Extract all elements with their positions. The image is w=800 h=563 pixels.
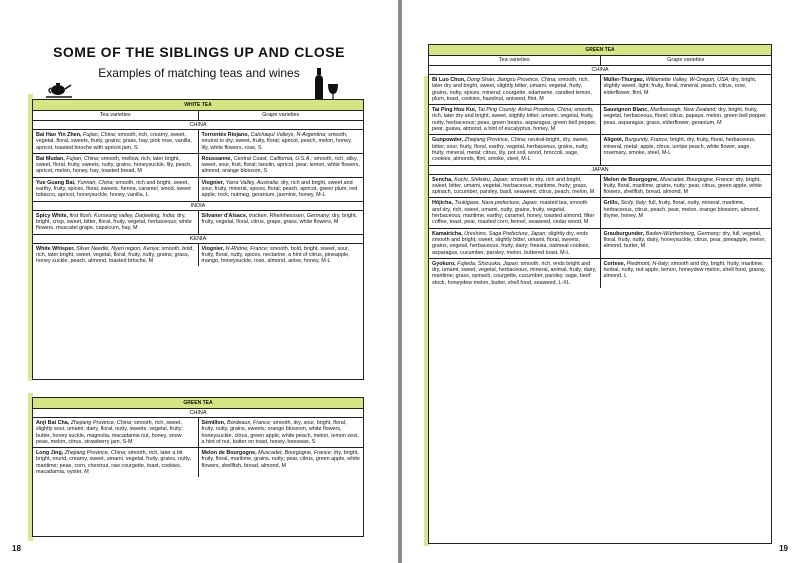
tea-cell [429,229,600,258]
wine-cell [600,75,772,104]
tea-location: Fujieda, Shizuoka, Japan; [457,260,520,267]
tea-description: roasted tea, smooth and dry, rich, sweet, umami, nutty, grains, fruity, vegetal, herbaceous, maritime, earthy; caramel, honey, toasted almond, filter coffee, toast, pear, roasted corn, fennel, seaweed, cedar wood, M [432,200,595,226]
wine-cell [198,448,364,477]
region-label: INDIA [33,202,363,211]
tea-cell [429,135,600,164]
region-label: JAPAN [429,166,771,175]
wine-name: Viognier, [201,245,225,252]
region-label: KENIA [33,235,363,244]
table-row [33,178,363,202]
tea-name: White Whisper, [36,245,75,252]
wine-name: Sémillon, [201,420,226,426]
wine-name: Viognier, [201,179,225,186]
wine-cell [198,211,364,234]
page-title: SOME OF THE SIBLINGS UP AND CLOSE [53,44,345,60]
column-headers [33,111,363,121]
wine-cell [600,135,772,164]
tea-name: Spicy White, [36,212,69,219]
tea-description: smooth, rich, later dry and bright, sweet, slightly bitter, umami, vegetal, fruity, grains, nutty, spices, mineral; courgette, edamame, candied lemon, plum, toast, cookies, hazelnut, aniseed, flint, M [432,77,592,102]
tea-cell [429,259,600,288]
tea-location: Fujian, China; [66,155,100,162]
wine-name: Roussanne, [201,155,233,162]
wine-description: dry, bright, fruity, floral, maritime, grains, nutty; pear, citrus, green apple, white flowers, shellfish, bread, almond, M [603,176,762,196]
tea-description: smooth, rich, ends bright and dry, umami, sweet, vegetal, herbaceous, mineral, animal, fruity, dairy, maritime; grass, spinach, courgette, cucumber, parsley, sage, beef stock, honeydew melon, butter, shell food, seaweed, L-XL [432,260,597,286]
right-page [402,0,800,563]
table-row [429,135,771,165]
column-header: Grape varieties [600,56,772,65]
table-header: WHITE TEA [33,100,363,111]
wine-description: dry, bright, fruity, floral, maritime, grains, nutty; pear, citrus, green apple, white flowers, shellfish, bread, almond, M [201,450,360,469]
tea-description: smooth, rich and bright, sweet, earthy, fruity, spices, floral, sweets, henna, caramel, wood, sweet tobacco, apricot, honeysuckle, honey, vanilla, L [36,179,191,199]
table-row [33,211,363,235]
wine-location: Calchaquí Valleys, N-Argentina; [250,132,327,138]
wine-cell [198,130,364,153]
tea-name: Gunpowder, [432,137,464,144]
tea-location: Zhejiang Province, China; [464,137,527,144]
wine-cell [198,178,364,201]
wine-location: Burgundy, France; [624,137,669,144]
tea-location: Kochi, Shikoku, Japan; [454,176,510,183]
tea-description: smooth, rich, creamy, sweet, vegetal, floral, sweets, fruity, grains; grass, hay, pink rose, vanilla, apricot, toasted brioche with apricot jam, S [36,132,192,151]
table-header: GREEN TEA [429,45,771,56]
table-row [429,198,771,228]
wine-location: trocken, Rheinhesssen, Germany; [248,212,331,219]
tea-cell [33,154,198,177]
wine-cell [198,418,364,447]
tea-name: Long Jing, [36,450,64,457]
tea-location: Tsukigase, Nara prefecture, Japan; [454,200,539,207]
wine-name: Melon de Bourgogne, [603,176,659,183]
table-row [429,105,771,135]
column-header: Grape varieties [198,111,364,120]
wine-description: smooth and dry, bright, fruity, maritime, herbal, nutty, red apple, lemon, honeydew melon, shell food, grassy, almond, L [603,260,766,280]
wine-name: Cortese, [603,260,626,267]
tea-location: Dong Shan, Jiangsu Province, China; [467,77,557,83]
tea-cell [33,418,198,447]
table-row [429,259,771,288]
tea-location: Ureshino, Saga Prefecture, Japan; [464,230,547,237]
table-row [33,130,363,154]
page-number-right: 19 [779,544,788,553]
table-row [33,418,363,448]
wine-cell [600,105,772,134]
tea-name: Tai Ping Hou Kui, [432,107,477,114]
wine-description: bright, dry, fruity, floral, herbaceous, mineral, metal; apple, citrus, unripe peach, white flower, sage, rosemary, smoke, steel, M-L [603,137,756,156]
table-row [429,75,771,105]
column-headers [429,56,771,66]
table-row [429,229,771,259]
wine-name: Grauburgunder, [603,230,645,237]
wine-location: Yarra Valley, Australia; [225,179,280,186]
wine-description: dry, rich and bright, sweet and sour, fruity, mineral, spices, floral; peach, apricot, green plum, red apple, rock, nutmeg, geranium, jasmine, honey, M-L [201,179,358,199]
left-page [0,0,398,563]
tea-name: Anji Bai Cha, [36,420,70,426]
tea-name: Gyokuro, [432,260,456,267]
wine-location: Marlborough, New Zealand; [650,107,717,114]
wine-location: Bordeaux, France; [226,420,272,426]
tea-description: smooth, rich, later dry and bright, sweet, slightly bitter, umami, vegetal, fruity, nutty, herbaceous; peas, green beans, asparagus, green bell pepper, pear, guava, almond, a hint of eucalyptus, honey, M [432,107,597,133]
wine-cell [600,259,772,288]
tea-cell [33,448,198,477]
tea-name: Bi Luo Chun, [432,77,466,83]
tea-location: Yunnan, China; [77,179,115,186]
wine-cell [600,198,772,227]
table-header: GREEN TEA [33,398,363,409]
white-tea-table [32,99,364,380]
region-label: CHINA [33,121,363,130]
column-header: Tea varieties [498,57,530,63]
wine-name: Silvaner d'Alsace, [201,212,248,219]
tea-location: Fujian, China; [83,132,117,138]
tea-description: smooth, mellow, rich, later bright, sweet, floral, fruity, sweets, nutty, grains, honeysuckle, lily, peach, apricot, melon, honey, hay, toasted bread, M [36,155,192,175]
wine-description: dry, bright, slightly sweet, light; fruity, floral, mineral, peach, citrus, rose, elderflower, flint, M [603,77,757,96]
wine-description: dry, bright, fruity, vegetal, herbaceous, floral; citrus, papaya, melon, green bell pepper, peas, asparagus, grass, elderflower, geranium, M [603,107,768,126]
wine-location: Sicily, Italy; [620,200,648,207]
green-tea-table-right [428,44,772,544]
tea-cell [429,198,600,227]
wine-location: Muscadet, Bourgogne, France; [258,450,333,457]
wine-cell [600,175,772,198]
table-row [33,154,363,178]
wine-name: Sauvignon Blanc, [603,107,649,114]
tea-location: Zhejiang Province, China; [70,420,133,426]
column-header: Tea varieties [99,112,131,118]
tea-name: Hōjicha, [432,200,453,207]
tea-description: neutral-bright, dry, sweet, bitter, sour, fruity, floral, earthy, vegetal, herbaceous, grains, nutty, fruity, mineral, metal; citrus, lily, pot soil, wood, broccoli, sage, cookies, almonds, flint, smoke, steel, M-L [432,137,589,163]
wine-location: Willamette Valley, W-Oregon, USA; [645,77,730,83]
tea-location: Zhejiang Province, China; [64,450,127,457]
wine-description: full, fruity, floral, nutty, mineral, maritime, herbaceous, citrus, peach, pear, melon, orange blossom, almond, thyme, honey, M [603,200,760,220]
wine-description: smooth, bold, bright, sweet, sour, fruity, floral, nutty, spices, nectarine, a hint of citrus, pineapple, mango, honeysuckle, rose, almond, anise, honey, M-L [201,245,350,265]
tea-description: dry, bright, crisp, sweet, bitter, floral, fruity, vegetal, herbaceous; white flowers, muscatel grape, capsicum, hay, M [36,212,192,232]
wine-location: N-Rhône, France; [225,245,269,252]
wine-location: Baden-Württemberg, Germany; [645,230,721,237]
table-row [33,448,363,477]
tea-location: Silver Needle, Nyeri region, Kenya; [76,245,161,252]
wine-cell [600,229,772,258]
tea-location: Tai Ping County, Anhui Province, China; [477,107,573,114]
tea-cell [33,130,198,153]
tea-description: smooth, rich, sweet, slightly sour, umami, dairy, floral, nutty, sweets, vegetal, fruity; butter, honey suckle, magnolia, macadamia nut, honey, snow peas, melon, citrus, strawberry jam, S-M [36,420,183,445]
tea-cell [33,178,198,201]
region-label: CHINA [33,409,363,418]
wine-cell [198,244,364,267]
tea-cell [33,211,198,234]
tea-name: Sencha, [432,176,453,183]
tea-description: smooth to dry, rich and bright, sweet, bitter, umami, vegetal, herbaceous, maritime, fruity; grass, spinach, cucumber, parsley, basil, seaweed, citrus, peach, melon, M [432,176,595,196]
wine-description: smooth, neutral to dry, sweet, fruity, floral; apricot, peach, melon, honey, lily, white flowers, rose, S [201,132,352,151]
wine-name: Müller-Thurgau, [603,77,645,83]
tea-name: Kamairicha, [432,230,463,237]
table-row [429,175,771,199]
page-subtitle: Examples of matching teas and wines [98,66,300,80]
tea-description: slightly dry, ends smooth and bright, sweet, slightly bitter, umami, floral, sweets, grains, vegetal, herbaceous, fruity, dairy; freesia, oatmeal cookies, asparagus, cucumber, parsley, melon, buttered toast, M-L [432,230,590,256]
wine-location: Central Coast, California, U.S.A.; [233,155,313,162]
tea-description: smooth, bold, rich, later bright, sweet, vegetal, floral, fruity, nutty, grains; grass, honey suckle, peach, almond, toasted brioche, M [36,245,194,265]
wine-description: dry, bright, fruity, vegetal, floral, citrus, grape, grass, white flowers, M [201,212,358,225]
wine-name: Torrontés Riojano, [201,132,250,138]
region-label: CHINA [429,66,771,75]
table-row [33,244,363,267]
wine-name: Aligoté, [603,137,624,144]
tea-location: first flush, Kurseong valley, Darjeeling, India; [69,212,176,219]
wine-description: smooth, rich, silky, sweet, sour, fruit, floral; lanolin, apricot, pear, lemon, white flowers, almond, orange blossom, S [201,155,360,175]
tea-name: Bai Mudan, [36,155,65,162]
teapot-icon [44,78,76,98]
tea-name: Bai Hao Yin Zhen, [36,132,82,138]
green-tea-table-left [32,397,364,537]
tea-cell [429,105,600,134]
wine-location: Muscadet, Bourgogne, France; [660,176,735,183]
wine-description: smooth, dry, sour, bright, floral, fruity, nutty, grains, sweets; orange blossom, white flowers, honeysuckle, citrus, green apple, white peach, melon, lemon zest, a hint of nut, butter on toast, honey, beeswax, S [201,420,359,445]
page-number-left: 18 [12,544,21,553]
wine-name: Grillo, [603,200,620,207]
tea-description: smooth, rich, later a bit bright, round, creamy, sweet, umami, vegetal, fruity, grains, nutty, maritime; peas, corn, chestnut, raw courgette, toast, cookies, macadamia, oyster, M [36,450,191,476]
wine-location: Piedmont, N-Italy; [626,260,670,267]
tea-cell [429,75,600,104]
tea-cell [429,175,600,198]
tea-cell [33,244,198,267]
wine-description: dry, full, vegetal, floral, fruity, nutty, dairy, honeysuckle, citrus, pear, pineapple, melon, almond, butter, M [603,230,766,250]
tea-name: Yue Guang Bai, [36,179,76,186]
wine-cell [198,154,364,177]
wine-name: Melon de Bourgogne, [201,450,257,457]
